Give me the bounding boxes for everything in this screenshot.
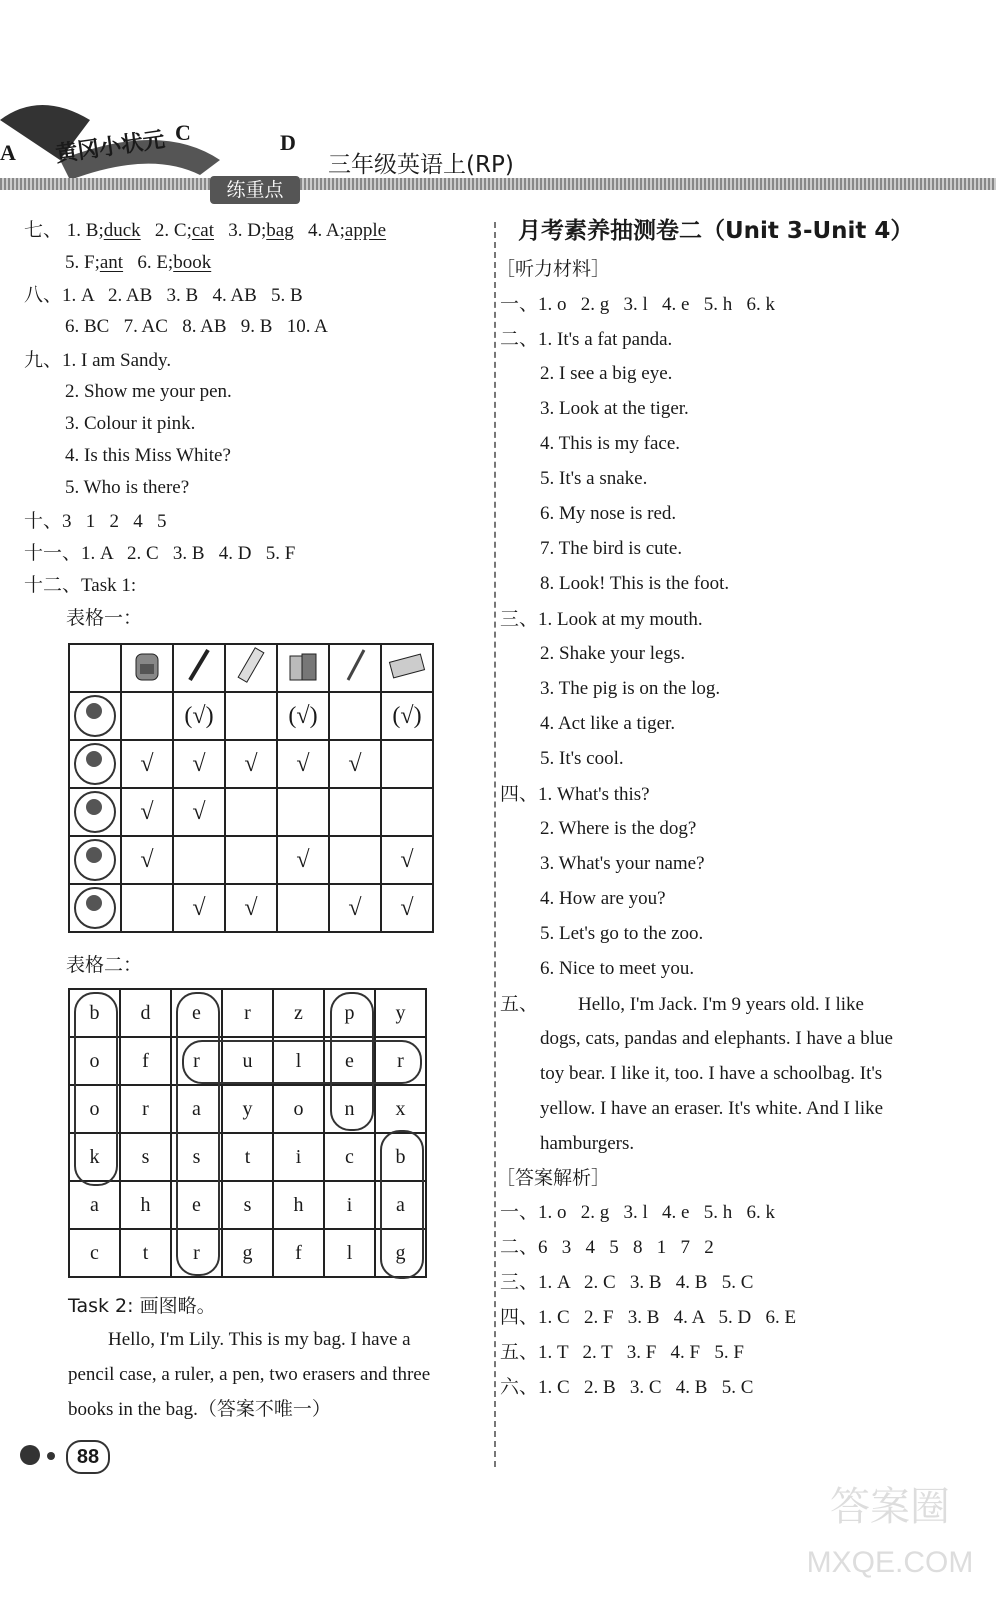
listening-line: 5. It's a snake. <box>540 468 648 489</box>
listening-5: 五、 Hello, I'm Jack. I'm 9 years old. I like <box>500 993 864 1015</box>
task-2: Task 2: 画图略。 <box>68 1295 216 1317</box>
letter-cell: a <box>69 1181 120 1229</box>
letter-cell: y <box>375 989 426 1037</box>
child-avatar-icon <box>74 743 116 785</box>
table-cell <box>121 884 173 932</box>
table-cell <box>225 788 277 836</box>
letter-cell: s <box>222 1181 273 1229</box>
table-row <box>69 1037 426 1085</box>
letter-cell: f <box>273 1229 324 1277</box>
answer-line: 3. Colour it pink. <box>65 413 196 434</box>
listening-line: 7. The bird is cute. <box>540 538 683 559</box>
letter-cell: h <box>273 1181 324 1229</box>
book-title: 三年级英语上(RP) <box>328 152 514 178</box>
table-row <box>69 836 433 884</box>
letter-cell: h <box>120 1181 171 1229</box>
table-one-label: 表格一： <box>66 607 143 629</box>
letter-cell: o <box>69 1037 120 1085</box>
table-row <box>69 989 426 1037</box>
eraser-icon <box>381 644 433 692</box>
table-cell <box>277 884 329 932</box>
avatar-cell <box>69 884 121 932</box>
table-cell <box>225 836 277 884</box>
table-cell: √ <box>381 836 433 884</box>
question-10: 十、3 1 2 4 5 <box>24 510 167 532</box>
answer-line: 2. Show me your pen. <box>65 381 232 402</box>
letter-cell: g <box>222 1229 273 1277</box>
letter-cell: e <box>324 1037 375 1085</box>
letter-cell: b <box>69 989 120 1037</box>
table-cell: √ <box>121 740 173 788</box>
letter-cell: r <box>120 1085 171 1133</box>
letter-cell: t <box>120 1229 171 1277</box>
table-cell: √ <box>329 740 381 788</box>
answer-line: 5. Who is there? <box>65 477 190 498</box>
table-cell <box>225 692 277 740</box>
passage-line: pencil case, a ruler, a pen, two erasers and three <box>68 1364 431 1385</box>
schoolbag-icon <box>121 644 173 692</box>
listening-line: 2. Where is the dog? <box>540 818 697 839</box>
pen-icon <box>173 644 225 692</box>
letter-cell: b <box>375 1133 426 1181</box>
letter-cell: t <box>222 1133 273 1181</box>
question-8: 八、1. A 2. AB 3. B 4. AB 5. B <box>24 284 303 306</box>
corner-cell <box>69 644 121 692</box>
passage-line: yellow. I have an eraser. It's white. And I like <box>540 1098 884 1119</box>
table-cell: (√) <box>173 692 225 740</box>
listening-line: 4. This is my face. <box>540 433 681 454</box>
question-7-line-2: 5. F;ant 6. E;book <box>65 252 212 273</box>
question-11: 十一、1. A 2. C 3. B 4. D 5. F <box>24 542 296 564</box>
table-cell: √ <box>173 788 225 836</box>
question-7: 七、 1. B;duck 2. C;cat 3. D;bag 4. A;apple <box>24 219 387 241</box>
table-cell <box>381 740 433 788</box>
table-row <box>69 788 433 836</box>
listening-line: 3. Look at the tiger. <box>540 398 689 419</box>
letter-cell: c <box>324 1133 375 1181</box>
listening-line: 4. Act like a tiger. <box>540 713 676 734</box>
table-row <box>69 692 433 740</box>
child-avatar-icon <box>74 887 116 929</box>
logo-letter: A <box>0 140 16 165</box>
table-cell: √ <box>173 884 225 932</box>
listening-line: 8. Look! This is the foot. <box>540 573 730 594</box>
table-two-label: 表格二： <box>66 954 143 976</box>
answer-2: 二、6 3 4 5 8 1 7 2 <box>500 1236 714 1258</box>
letter-cell: x <box>375 1085 426 1133</box>
table-row <box>69 740 433 788</box>
letter-cell: e <box>171 1181 222 1229</box>
logo-letter: D <box>280 130 296 155</box>
header-band <box>0 178 996 190</box>
avatar-cell <box>69 788 121 836</box>
answer-1: 一、1. o 2. g 3. l 4. e 5. h 6. k <box>500 1201 775 1223</box>
listening-line: 6. My nose is red. <box>540 503 677 524</box>
table-cell: √ <box>381 884 433 932</box>
letter-cell: e <box>171 989 222 1037</box>
letter-cell: o <box>69 1085 120 1133</box>
logo-letter: C <box>175 120 191 145</box>
table-row <box>69 884 433 932</box>
letter-cell: i <box>324 1181 375 1229</box>
logo-text: 黄冈小状元 <box>54 127 167 168</box>
table-cell: √ <box>277 836 329 884</box>
child-avatar-icon <box>74 791 116 833</box>
question-9: 九、1. I am Sandy. <box>24 349 172 371</box>
letter-cell: d <box>120 989 171 1037</box>
listening-line: 2. I see a big eye. <box>540 363 673 384</box>
table-row <box>69 1229 426 1277</box>
listening-line: 3. The pig is on the log. <box>540 678 721 699</box>
avatar-cell <box>69 836 121 884</box>
question-12: 十二、Task 1: <box>24 574 137 596</box>
table-cell: √ <box>121 836 173 884</box>
letter-cell: f <box>120 1037 171 1085</box>
passage-line: books in the bag.（答案不唯一） <box>68 1399 331 1420</box>
table-header-row <box>69 644 433 692</box>
letter-cell: a <box>171 1085 222 1133</box>
listening-4: 四、1. What's this? <box>500 783 650 805</box>
table-row <box>69 1085 426 1133</box>
listening-line: 3. What's your name? <box>540 853 705 874</box>
letter-cell: u <box>222 1037 273 1085</box>
table-one <box>68 643 434 933</box>
child-avatar-icon <box>74 839 116 881</box>
table-cell: √ <box>225 740 277 788</box>
passage-line: toy bear. I like it, too. I have a schoolbag. It's <box>540 1063 883 1084</box>
table-row <box>69 1181 426 1229</box>
letter-cell: a <box>375 1181 426 1229</box>
passage-line: hamburgers. <box>540 1133 635 1154</box>
table-cell: √ <box>329 884 381 932</box>
table-cell: (√) <box>381 692 433 740</box>
ruler-icon <box>225 644 277 692</box>
listening-line: 2. Shake your legs. <box>540 643 686 664</box>
table-cell: √ <box>277 740 329 788</box>
letter-cell: y <box>222 1085 273 1133</box>
letter-cell: l <box>324 1229 375 1277</box>
letter-cell: o <box>273 1085 324 1133</box>
letter-cell: r <box>375 1037 426 1085</box>
listening-2: 二、1. It's a fat panda. <box>500 328 673 350</box>
passage-line: dogs, cats, pandas and elephants. I have a blue <box>540 1028 893 1049</box>
passage-line: Hello, I'm Lily. This is my bag. I have a <box>108 1329 411 1350</box>
letter-cell: n <box>324 1085 375 1133</box>
avatar-cell <box>69 740 121 788</box>
page-dot-icon <box>47 1452 55 1460</box>
answer-3: 三、1. A 2. C 3. B 4. B 5. C <box>500 1271 754 1293</box>
listening-line: 5. It's cool. <box>540 748 624 769</box>
table-cell <box>121 692 173 740</box>
letter-cell: r <box>171 1037 222 1085</box>
table-cell <box>277 788 329 836</box>
question-8-line-2: 6. BC 7. AC 8. AB 9. B 10. A <box>65 316 328 337</box>
answer-6: 六、1. C 2. B 3. C 4. B 5. C <box>500 1376 754 1398</box>
column-divider <box>494 222 496 1467</box>
avatar-cell <box>69 692 121 740</box>
table-cell <box>329 692 381 740</box>
letter-cell: r <box>222 989 273 1037</box>
answer-4: 四、1. C 2. F 3. B 4. A 5. D 6. E <box>500 1306 797 1328</box>
table-row <box>69 1133 426 1181</box>
letter-cell: c <box>69 1229 120 1277</box>
child-avatar-icon <box>74 695 116 737</box>
table-cell <box>173 836 225 884</box>
exam-title: 月考素养抽测卷二（Unit 3-Unit 4） <box>518 218 914 244</box>
letter-cell: s <box>171 1133 222 1181</box>
pencil-icon <box>329 644 381 692</box>
table-cell: √ <box>225 884 277 932</box>
table-cell <box>329 836 381 884</box>
answer-5: 五、1. T 2. T 3. F 4. F 5. F <box>500 1341 744 1363</box>
answer-line: 4. Is this Miss White? <box>65 445 231 466</box>
listening-line: 5. Let's go to the zoo. <box>540 923 704 944</box>
table-cell <box>329 788 381 836</box>
listening-3: 三、1. Look at my mouth. <box>500 608 703 630</box>
table-cell: √ <box>121 788 173 836</box>
section-badge: 练重点 <box>210 176 300 204</box>
table-cell: (√) <box>277 692 329 740</box>
letter-cell: r <box>171 1229 222 1277</box>
listening-line: 6. Nice to meet you. <box>540 958 695 979</box>
letter-cell: p <box>324 989 375 1037</box>
letter-cell: s <box>120 1133 171 1181</box>
table-cell <box>381 788 433 836</box>
watermark: 答案圈 MXQE.COM <box>806 1484 974 1579</box>
table-cell: √ <box>173 740 225 788</box>
letter-cell: i <box>273 1133 324 1181</box>
listening-line: 4. How are you? <box>540 888 666 909</box>
page-number: 88 <box>66 1440 110 1474</box>
letter-cell: z <box>273 989 324 1037</box>
letter-cell: l <box>273 1037 324 1085</box>
page-dot-icon <box>20 1445 40 1465</box>
letter-cell: k <box>69 1133 120 1181</box>
listening-1: 一、1. o 2. g 3. l 4. e 5. h 6. k <box>500 293 775 315</box>
letter-cell: g <box>375 1229 426 1277</box>
listening-header: ［听力材料］ <box>496 258 611 280</box>
answers-header: ［答案解析］ <box>496 1167 611 1189</box>
table-two <box>68 988 427 1278</box>
books-icon <box>277 644 329 692</box>
